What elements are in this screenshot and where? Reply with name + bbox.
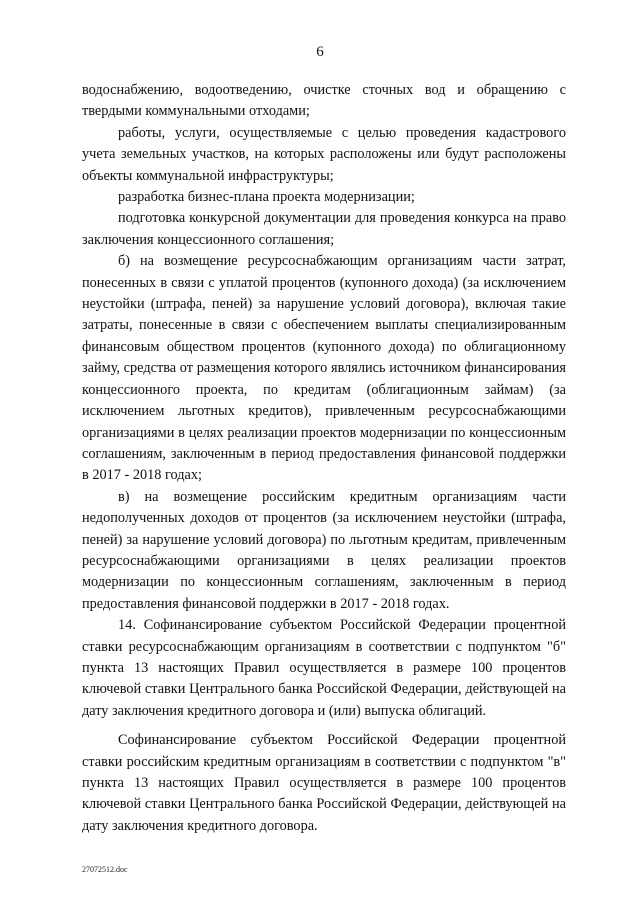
paragraph-1: водоснабжению, водоотведению, очистке сточных вод и обращению с твердыми коммунальными отходами;: [82, 82, 566, 120]
paragraph-7: 14. Софинансирование субъектом Российской Федерации процентной ставки ресурсоснабжающим организациям в соответствии с подпунктом "б" пункта 13 настоящих Правил осуществляется в размере 100 процентов ключевой ставки Центрального банка Российской Федерации, действующей на дату заключения кредитного договора и (или) выпуска облигаций.: [82, 617, 566, 719]
paragraph-4: подготовка конкурсной документации для проведения конкурса на право заключения концессионного соглашения;: [82, 210, 566, 248]
paragraph-3: разработка бизнес-плана проекта модернизации;: [118, 189, 415, 206]
paragraph-5: б) на возмещение ресурсоснабжающим организациям части затрат, понесенных в связи с уплатой процентов (купонного дохода) (за исключением неустойки (штрафа, пеней) за нарушение условий договора), включая такие затраты, понесенные в связи с обеспечением выплаты специализированным финансовым обществом процентов (купонного дохода) по облигационному займу, средства от размещения которого являлись источником финансирования концессионного проекта, по кредитам (облигационным займам) (за исключением льготных кредитов), привлеченным ресурсоснабжающими организациями в целях реализации проектов модернизации по концессионным соглашениям, заключенным в период предоставления финансовой поддержки в 2017 - 2018 годах;: [82, 253, 566, 484]
paragraph-6: в) на возмещение российским кредитным организациям части недополученных доходов от процентов (за исключением неустойки (штрафа, пеней) за нарушение условий договора) по льготным кредитам, привлеченным ресурсоснабжающими организациями в целях реализации проектов модернизации по концессионным соглашениям, заключенным в период предоставления финансовой поддержки в 2017 - 2018 годах.: [82, 488, 566, 612]
footer-file-code: 27072512.doc: [82, 865, 128, 874]
paragraph-8: Софинансирование субъектом Российской Федерации процентной ставки российским кредитным организациям в соответствии с подпунктом "в" пункта 13 настоящих Правил осуществляется в размере 100 процентов ключевой ставки Центрального банка Российской Федерации, действующей на дату заключения кредитного договора.: [82, 732, 566, 834]
paragraph-2: работы, услуги, осуществляемые с целью проведения кадастрового учета земельных участков, на которых расположены или будут расположены объекты коммунальной инфраструктуры;: [82, 124, 566, 184]
page-number: 6: [316, 44, 324, 60]
document-body: [82, 80, 566, 837]
